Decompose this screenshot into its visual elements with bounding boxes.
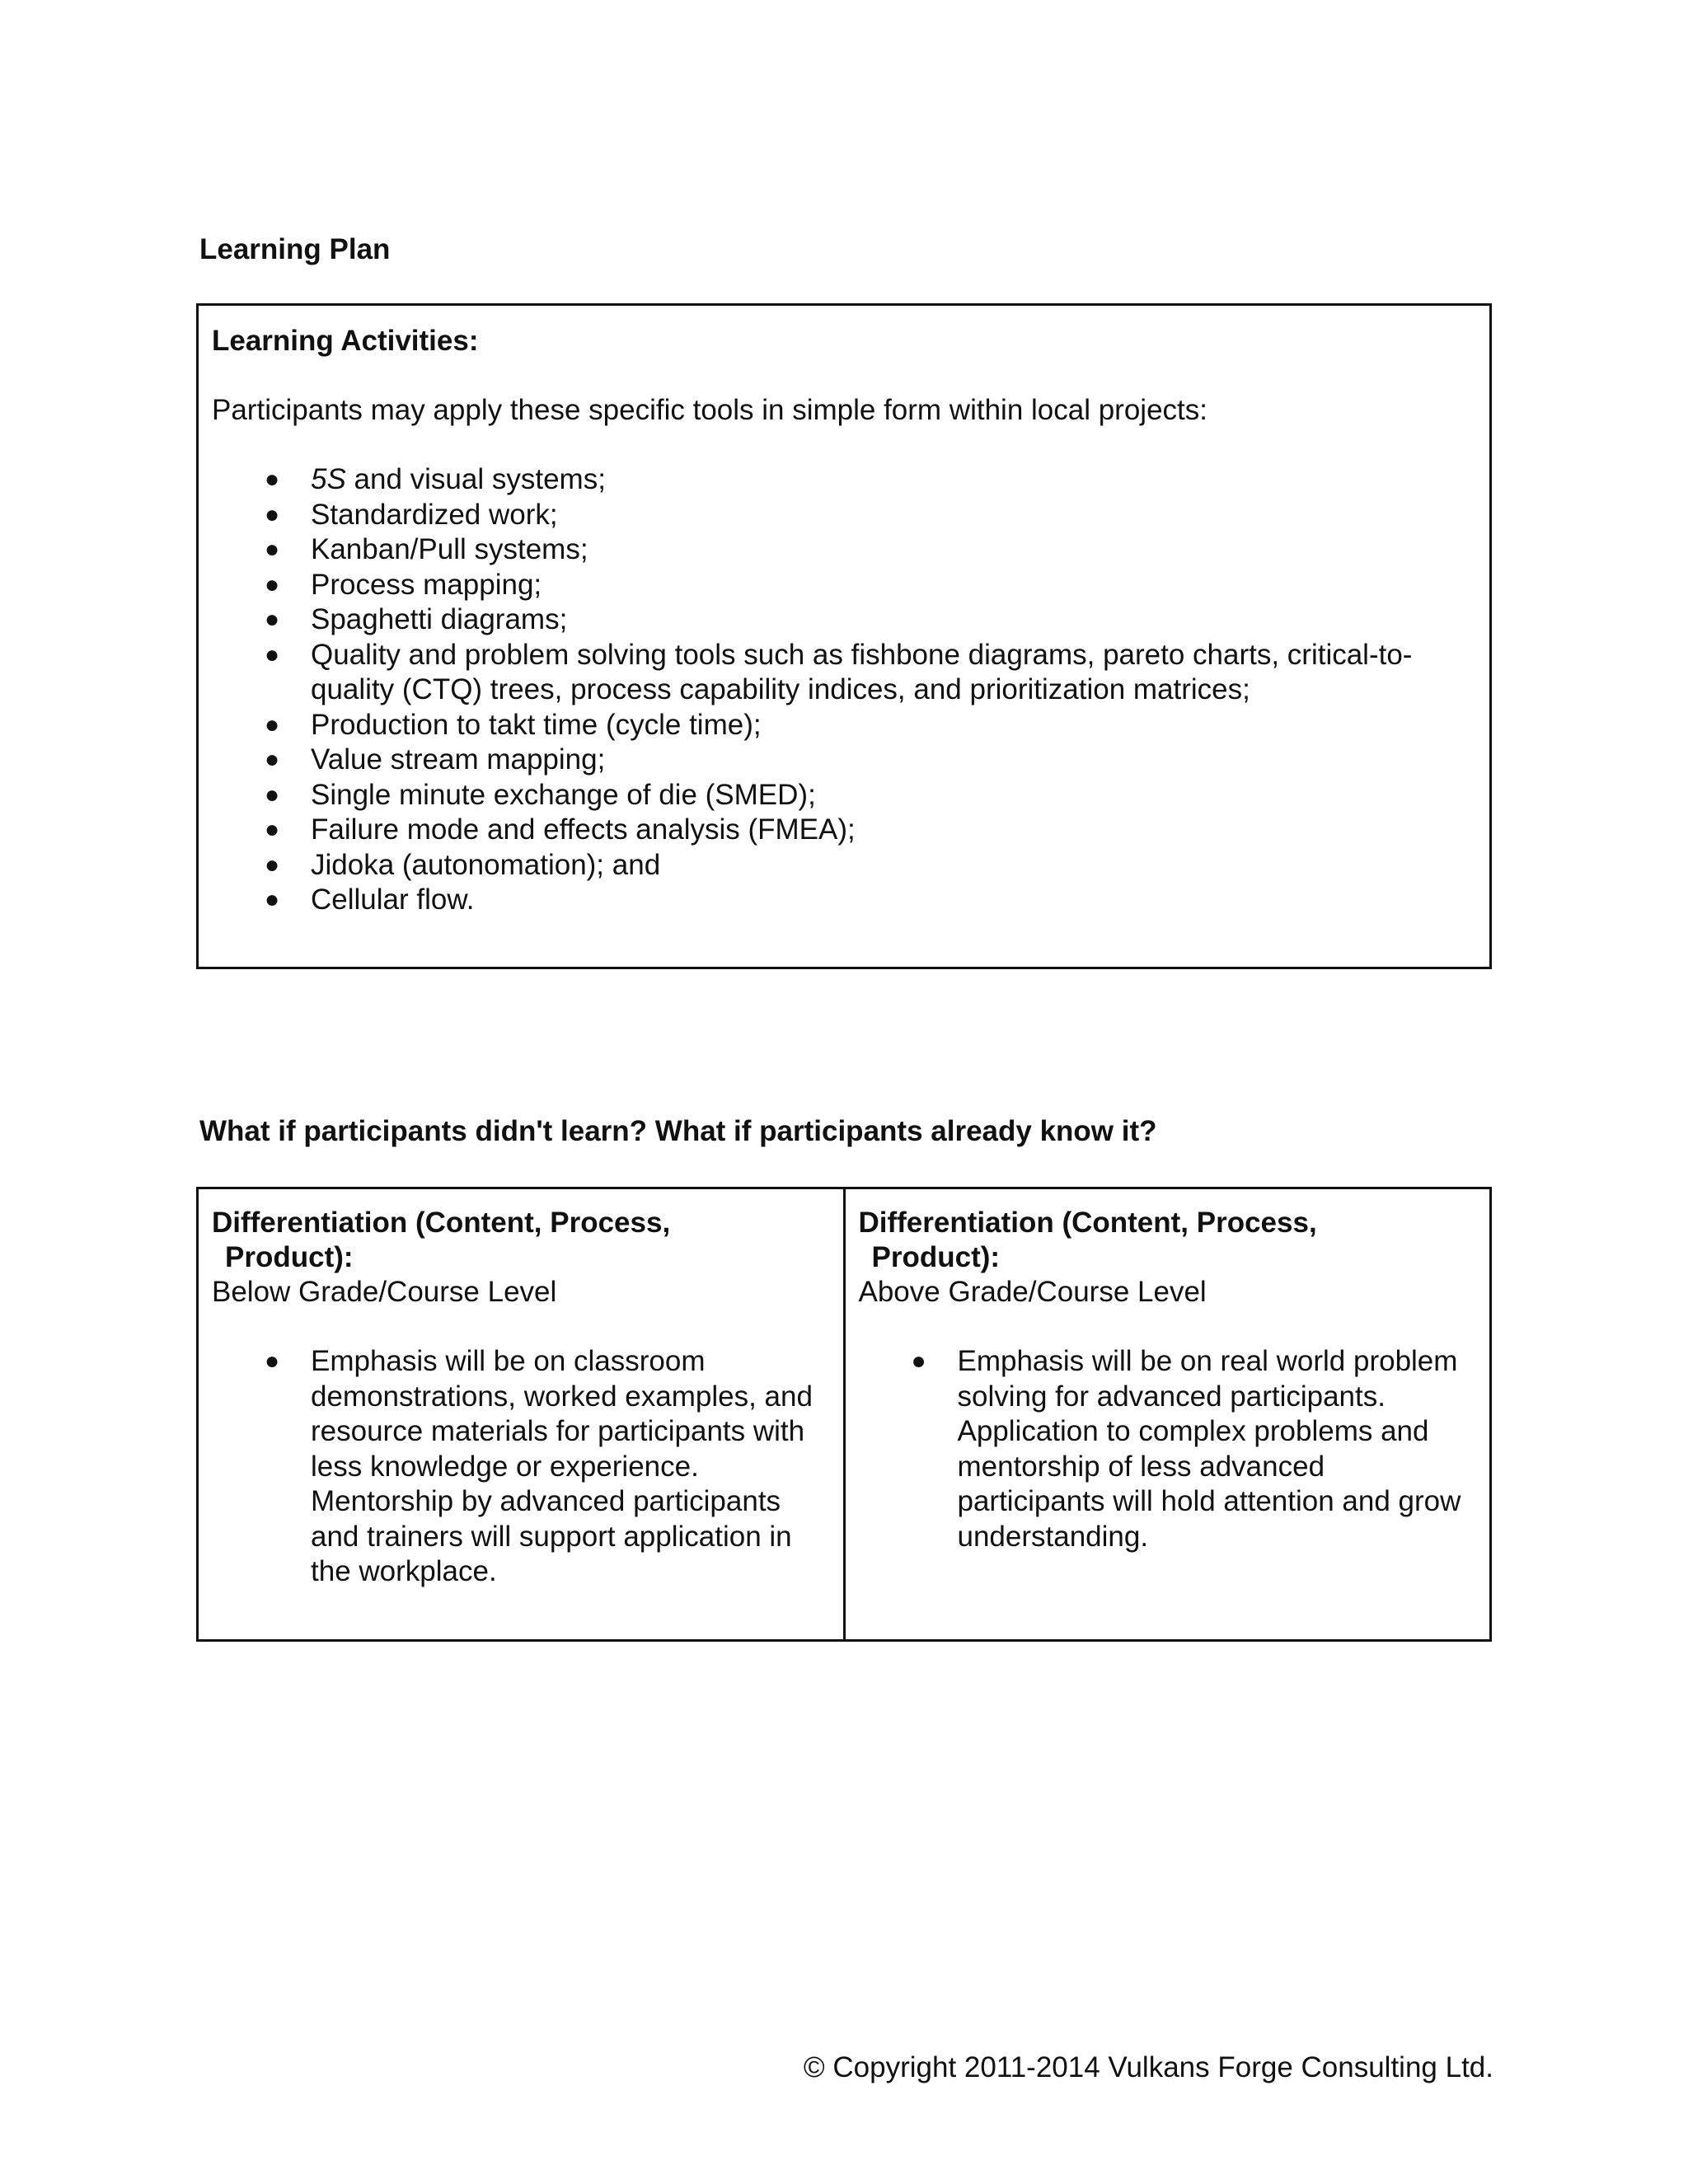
bullet-icon: ● (265, 816, 280, 843)
bullet-icon: ● (265, 640, 280, 668)
differentiation-table (196, 1187, 1492, 1642)
learning-activities-heading: Learning Activities: (212, 325, 479, 357)
bullet-icon: ● (265, 570, 280, 598)
bullet-icon: ● (265, 780, 280, 808)
item-text: Value stream mapping; (311, 743, 606, 776)
above-level-cell (843, 1189, 1490, 1639)
bullet-icon: ● (265, 710, 280, 738)
item-text: Jidoka (autonomation); and (311, 848, 661, 881)
heading-line-2: Product): (225, 1241, 354, 1273)
bullet-icon: ● (265, 886, 280, 913)
differentiation-heading (859, 1206, 1479, 1275)
list-item (212, 602, 1478, 638)
item-text: Production to takt time (cycle time); (311, 708, 762, 741)
above-level-text: Emphasis will be on real world problem solving for advanced participants. Application to complex problems and mentorship of less advanced participants will hold attention and grow understanding. (957, 1345, 1461, 1553)
list-item (212, 848, 1478, 883)
item-text: Quality and problem solving tools such as fishbone diagrams, pareto charts, critical-to-quality (CTQ) trees, process capability indices, and prioritization matrices; (311, 638, 1413, 705)
item-text: and visual systems; (345, 463, 606, 495)
list-item (212, 638, 1478, 708)
item-text: Standardized work; (311, 498, 558, 531)
list-item (212, 778, 1478, 813)
item-text: Kanban/Pull systems; (311, 533, 588, 565)
bullet-icon: ● (265, 606, 280, 633)
bullet-icon: ● (265, 746, 280, 773)
item-text: Process mapping; (311, 568, 542, 601)
copyright-footer: © Copyright 2011-2014 Vulkans Forge Consulting Ltd. (803, 2051, 1493, 2083)
list-item (212, 743, 1478, 778)
above-level-label: Above Grade/Course Level (858, 1276, 1207, 1308)
list-item (212, 568, 1478, 603)
bullet-icon: ● (265, 500, 280, 528)
item-text: Failure mode and effects analysis (FMEA); (311, 813, 856, 846)
bullet-icon: ● (265, 1347, 280, 1375)
above-level-list (859, 1344, 1479, 1554)
list-item (859, 1344, 1479, 1554)
list-item (212, 498, 1478, 533)
learning-activities-box (196, 303, 1492, 969)
bullet-icon: ● (265, 466, 280, 493)
learning-plan-title: Learning Plan (199, 233, 391, 265)
list-item (212, 1344, 832, 1590)
item-text: Single minute exchange of die (SMED); (311, 778, 816, 811)
list-item (212, 462, 1478, 498)
below-level-label: Below Grade/Course Level (212, 1276, 557, 1308)
differentiation-question-title: What if participants didn't learn? What if participants already know it? (199, 1115, 1157, 1147)
learning-activities-intro: Participants may apply these specific tools in simple form within local projects: (212, 394, 1207, 426)
below-level-list (212, 1344, 832, 1590)
heading-line-1: Differentiation (Content, Process, (212, 1207, 671, 1239)
heading-line-2: Product): (871, 1241, 1001, 1273)
tools-list (212, 462, 1478, 918)
differentiation-heading (212, 1206, 832, 1275)
list-item (212, 708, 1478, 743)
list-item (212, 813, 1478, 848)
item-italic: 5S (311, 463, 346, 495)
list-item (212, 883, 1478, 918)
bullet-icon: ● (265, 851, 280, 879)
bullet-icon: ● (265, 536, 280, 563)
list-item (212, 532, 1478, 568)
below-level-text: Emphasis will be on classroom demonstrations, worked examples, and resource materials for participants with less knowledge or experience. Mentorship by advanced participants and trainers will support application in the workplace. (311, 1345, 813, 1587)
item-text: Cellular flow. (311, 883, 475, 916)
below-level-cell (199, 1189, 843, 1639)
heading-line-1: Differentiation (Content, Process, (858, 1207, 1317, 1239)
item-text: Spaghetti diagrams; (311, 603, 568, 635)
bullet-icon: ● (911, 1347, 926, 1375)
